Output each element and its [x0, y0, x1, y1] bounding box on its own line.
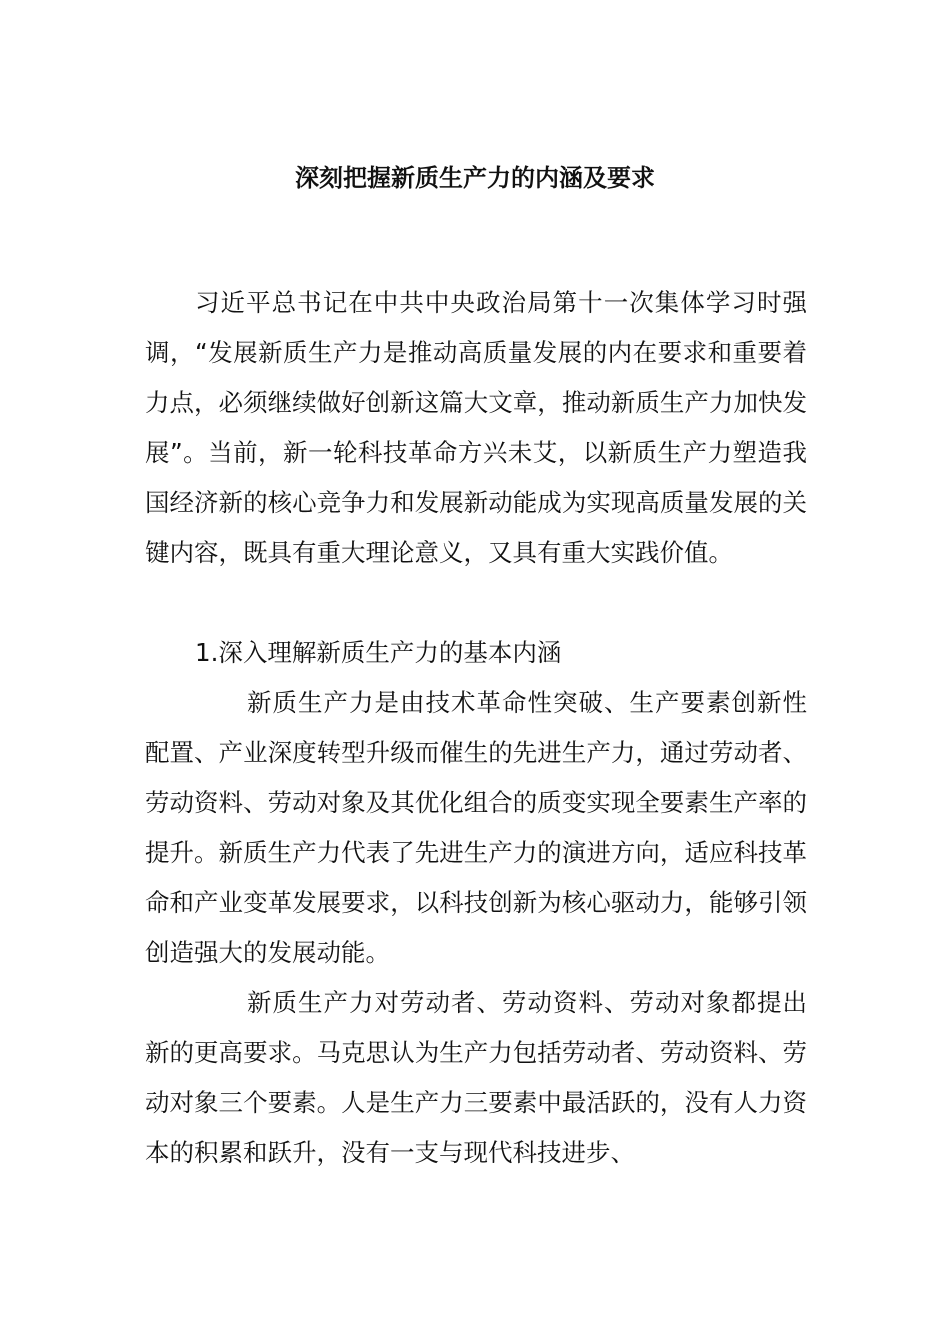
- paragraph-definition: 新质生产力是由技术革命性突破、生产要素创新性配置、产业深度转型升级而催生的先进生产力，通过劳动者、劳动资料、劳动对象及其优化组合的质变实现全要素生产率的提升。新质生产力代表了先进生产力的演进方向，适应科技革命和产业变革发展要求，以科技创新为核心驱动力，能够引领创造强大的发展动能。: [145, 688, 807, 967]
- paragraph-intro: 习近平总书记在中共中央政治局第十一次集体学习时强调，“发展新质生产力是推动高质量发展的内在要求和重要着力点，必须继续做好创新这篇大文章，推动新质生产力加快发展”。当前，新一轮科技革命方兴未艾，以新质生产力塑造我国经济新的核心竞争力和发展新动能成为实现高质量发展的关键内容，既具有重大理论意义，又具有重大实践价值。: [145, 288, 807, 567]
- section-heading: 1.深入理解新质生产力的基本内涵: [195, 638, 562, 667]
- document-title: 深刻把握新质生产力的内涵及要求: [295, 164, 655, 192]
- paragraph-requirements: 新质生产力对劳动者、劳动资料、劳动对象都提出新的更高要求。马克思认为生产力包括劳动者、劳动资料、劳动对象三个要素。人是生产力三要素中最活跃的，没有人力资本的积累和跃升，没有一支与现代科技进步、: [145, 988, 807, 1167]
